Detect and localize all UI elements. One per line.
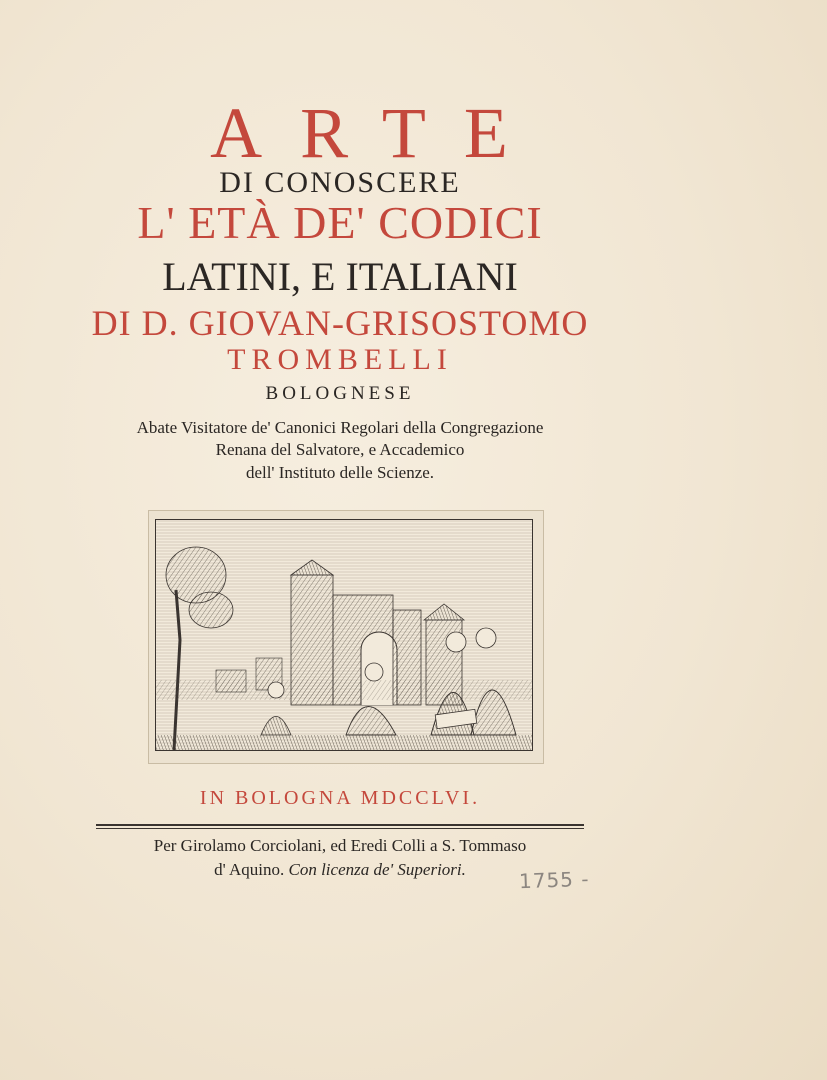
title-line-di-conoscere: DI CONOSCERE (219, 166, 461, 199)
publisher-license: Con licenza de' Superiori. (288, 860, 466, 879)
engraving-plate (148, 510, 544, 764)
imprint-place-date: IN BOLOGNA MDCCLVI. (199, 787, 481, 809)
publisher-place: d' Aquino. (214, 860, 285, 879)
imprint-rule-thin (96, 828, 584, 829)
book-title: ARTE (210, 93, 546, 173)
author-line: DI D. GIOVAN-GRISOSTOMO (91, 303, 589, 343)
publisher-line-1: Per Girolamo Corciolani, ed Eredi Colli a S. Tommaso (153, 836, 527, 855)
imprint-rule-thick (96, 824, 584, 826)
author-surname: TROMBELLI (227, 343, 453, 376)
engraving-scene-illustration (156, 520, 532, 750)
engraving-image (155, 519, 533, 751)
author-title-line-2: Renana del Salvatore, e Accademico (215, 440, 465, 459)
title-line-eta-codici: L' ETÀ DE' CODICI (137, 197, 543, 248)
pencil-annotation: 1755 - (518, 866, 590, 894)
title-line-latini-italiani: LATINI, E ITALIANI (162, 254, 518, 299)
author-title-line-1: Abate Visitatore de' Canonici Regolari della Congregazione (136, 418, 544, 437)
author-origin: BOLOGNESE (265, 383, 415, 404)
author-title-line-3: dell' Instituto delle Scienze. (245, 463, 435, 482)
